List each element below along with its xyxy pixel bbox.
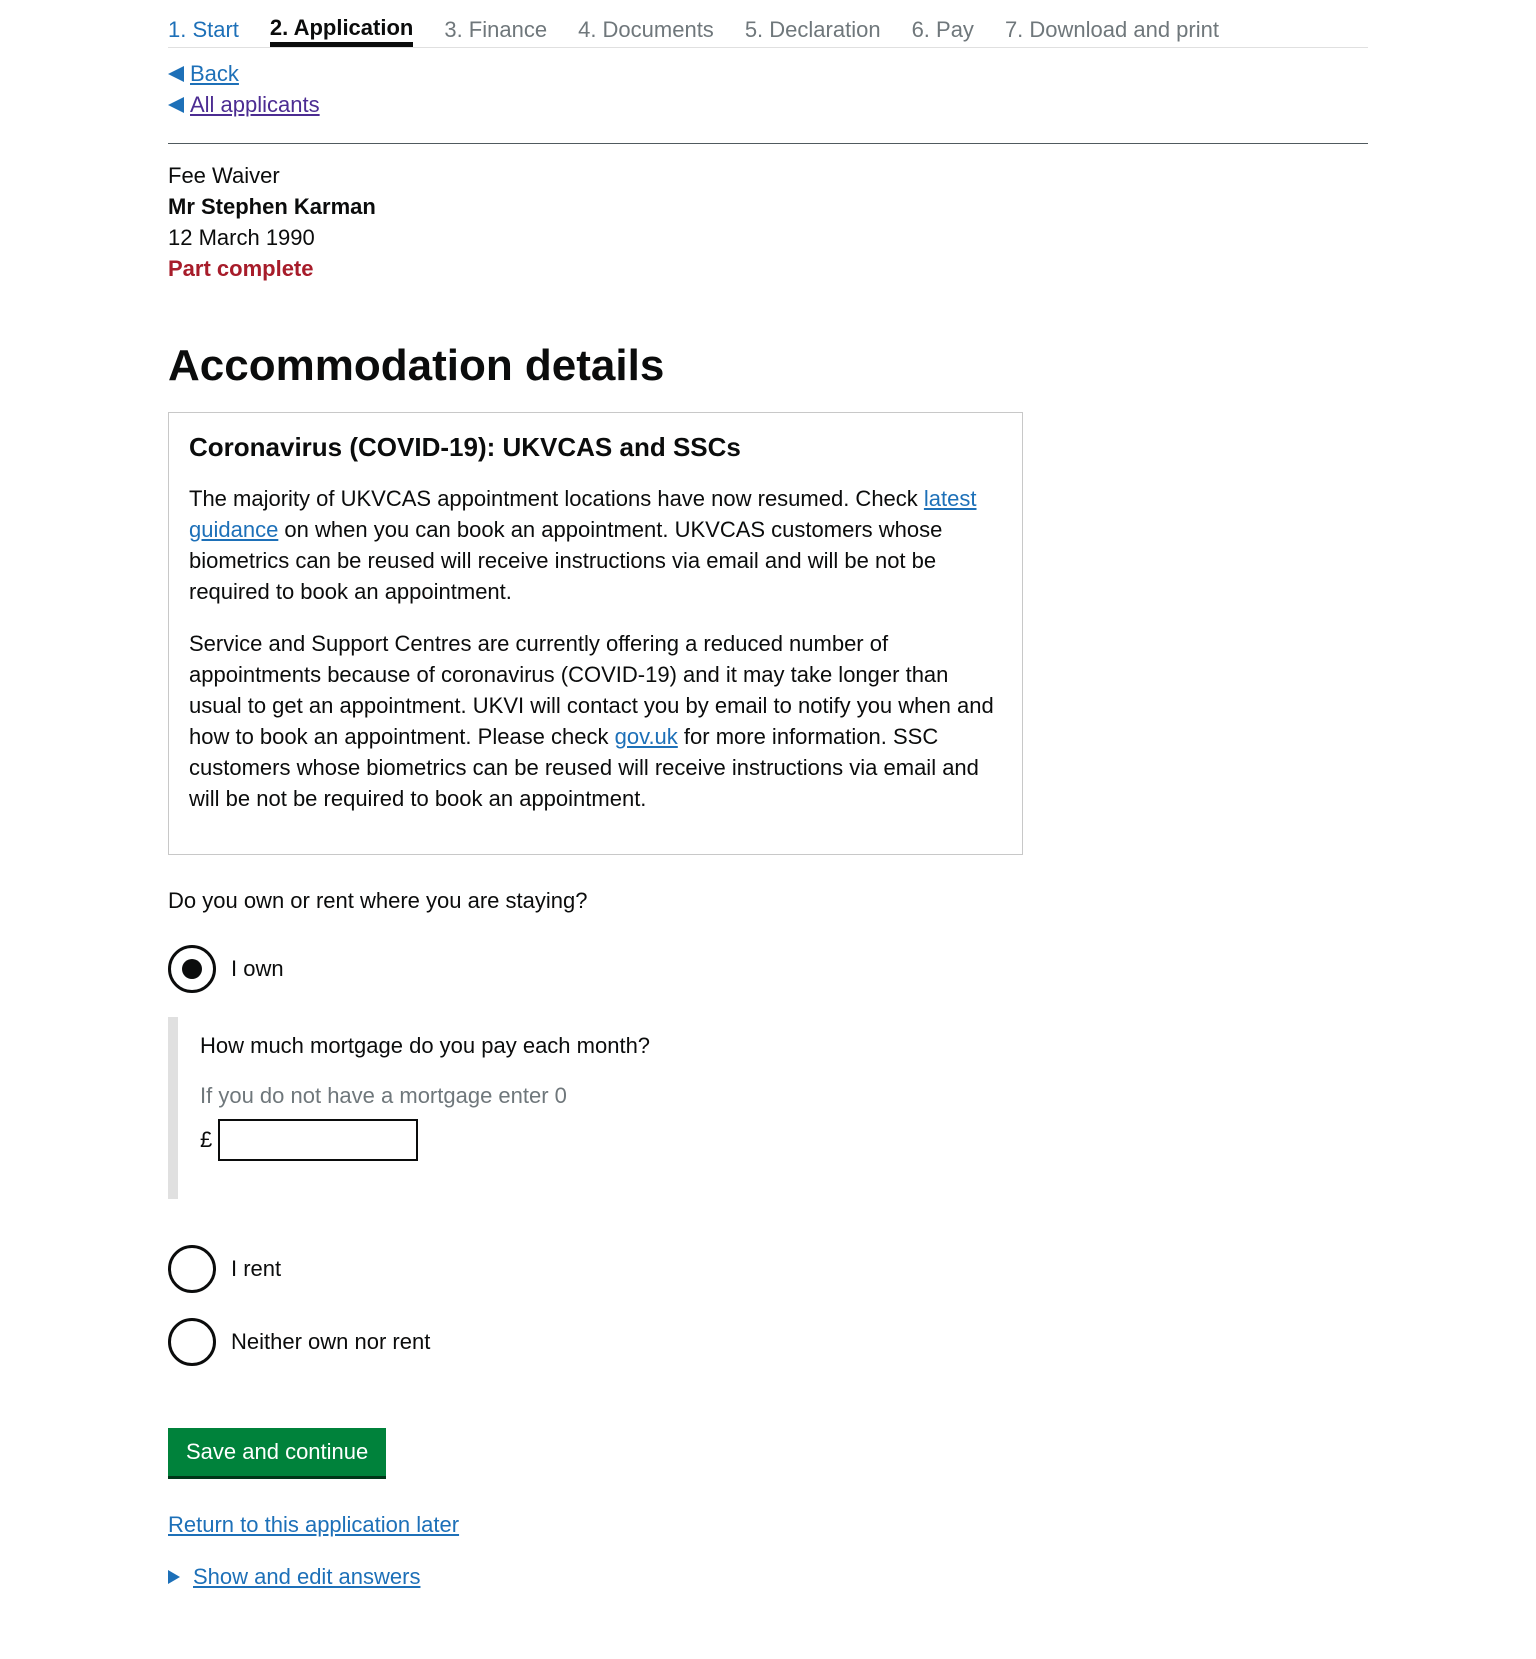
applicant-dob: 12 March 1990 <box>168 225 315 250</box>
step-declaration: 5. Declaration <box>744 17 881 42</box>
notice-paragraph-1 <box>189 483 1002 607</box>
show-edit-answers-toggle[interactable] <box>168 1561 1368 1592</box>
page-title: Accommodation details <box>168 341 665 390</box>
gov-uk-link[interactable]: gov.uk <box>614 724 678 749</box>
notice-text: The majority of UKVCAS appointment locations have now resumed. Check <box>189 486 924 511</box>
radio-own[interactable] <box>168 945 1368 993</box>
step-start[interactable]: 1. Start <box>168 17 239 42</box>
show-edit-answers-label[interactable]: Show and edit answers <box>193 1564 421 1589</box>
radio-rent-label[interactable]: I rent <box>231 1256 282 1281</box>
mortgage-amount-group <box>200 1119 1368 1161</box>
radio-unchecked-icon[interactable] <box>168 1318 216 1366</box>
radio-unchecked-icon[interactable] <box>168 1245 216 1293</box>
radio-neither[interactable] <box>168 1318 1368 1366</box>
step-navigation <box>168 0 1368 48</box>
step-documents: 4. Documents <box>578 17 714 42</box>
all-applicants-link-row <box>168 89 1368 120</box>
mortgage-question: How much mortgage do you pay each month? <box>200 1033 651 1058</box>
status-badge: Part complete <box>168 256 314 281</box>
save-and-continue-button[interactable]: Save and continue <box>168 1428 386 1476</box>
notice-text: on when you can book an appointment. UKVCAS customers whose biometrics can be reused will receive instructions via email and will be not be required to book an appointment. <box>189 517 943 604</box>
disclosure-triangle-icon <box>168 1570 180 1584</box>
return-later-link[interactable]: Return to this application later <box>168 1512 460 1537</box>
latest-guidance-link[interactable]: latest guidance <box>189 486 977 542</box>
back-link-row <box>168 58 1368 89</box>
mortgage-hint: If you do not have a mortgage enter 0 <box>200 1083 567 1108</box>
radio-rent[interactable] <box>168 1245 1368 1293</box>
notice-paragraph-2 <box>189 628 1002 814</box>
back-arrow-icon <box>168 97 184 113</box>
radio-own-label[interactable]: I own <box>231 956 284 981</box>
step-application: 2. Application <box>270 14 413 47</box>
notice-text: for more information. SSC customers whose biometrics can be reused will receive instructions via email and will be not be required to book an appointment. <box>189 724 979 811</box>
radio-checked-icon[interactable] <box>168 945 216 993</box>
radio-neither-label[interactable]: Neither own nor rent <box>231 1329 431 1354</box>
pound-prefix: £ <box>200 1127 213 1152</box>
mortgage-conditional <box>168 1017 1368 1199</box>
back-links <box>168 48 1368 120</box>
all-applicants-link[interactable]: All applicants <box>190 92 320 117</box>
applicant-name: Mr Stephen Karman <box>168 194 376 219</box>
step-download-print: 7. Download and print <box>1004 17 1219 42</box>
page-container <box>168 0 1368 1592</box>
step-pay: 6. Pay <box>911 17 974 42</box>
notice-heading: Coronavirus (COVID-19): UKVCAS and SSCs <box>189 432 741 462</box>
applicant-summary <box>168 144 1368 284</box>
back-arrow-icon <box>168 66 184 82</box>
application-type: Fee Waiver <box>168 163 280 188</box>
back-link[interactable]: Back <box>190 61 239 86</box>
step-finance: 3. Finance <box>444 17 548 42</box>
notice-text: Service and Support Centres are currently offering a reduced number of appointments because of coronavirus (COVID-19) and it may take longer than usual to get an appointment. UKVI will contact you by email to notify you when and how to book an appointment. Please check <box>189 631 994 749</box>
mortgage-amount-input[interactable] <box>218 1119 418 1161</box>
question-label: Do you own or rent where you are staying? <box>168 888 588 913</box>
covid-notice-panel <box>168 412 1023 855</box>
